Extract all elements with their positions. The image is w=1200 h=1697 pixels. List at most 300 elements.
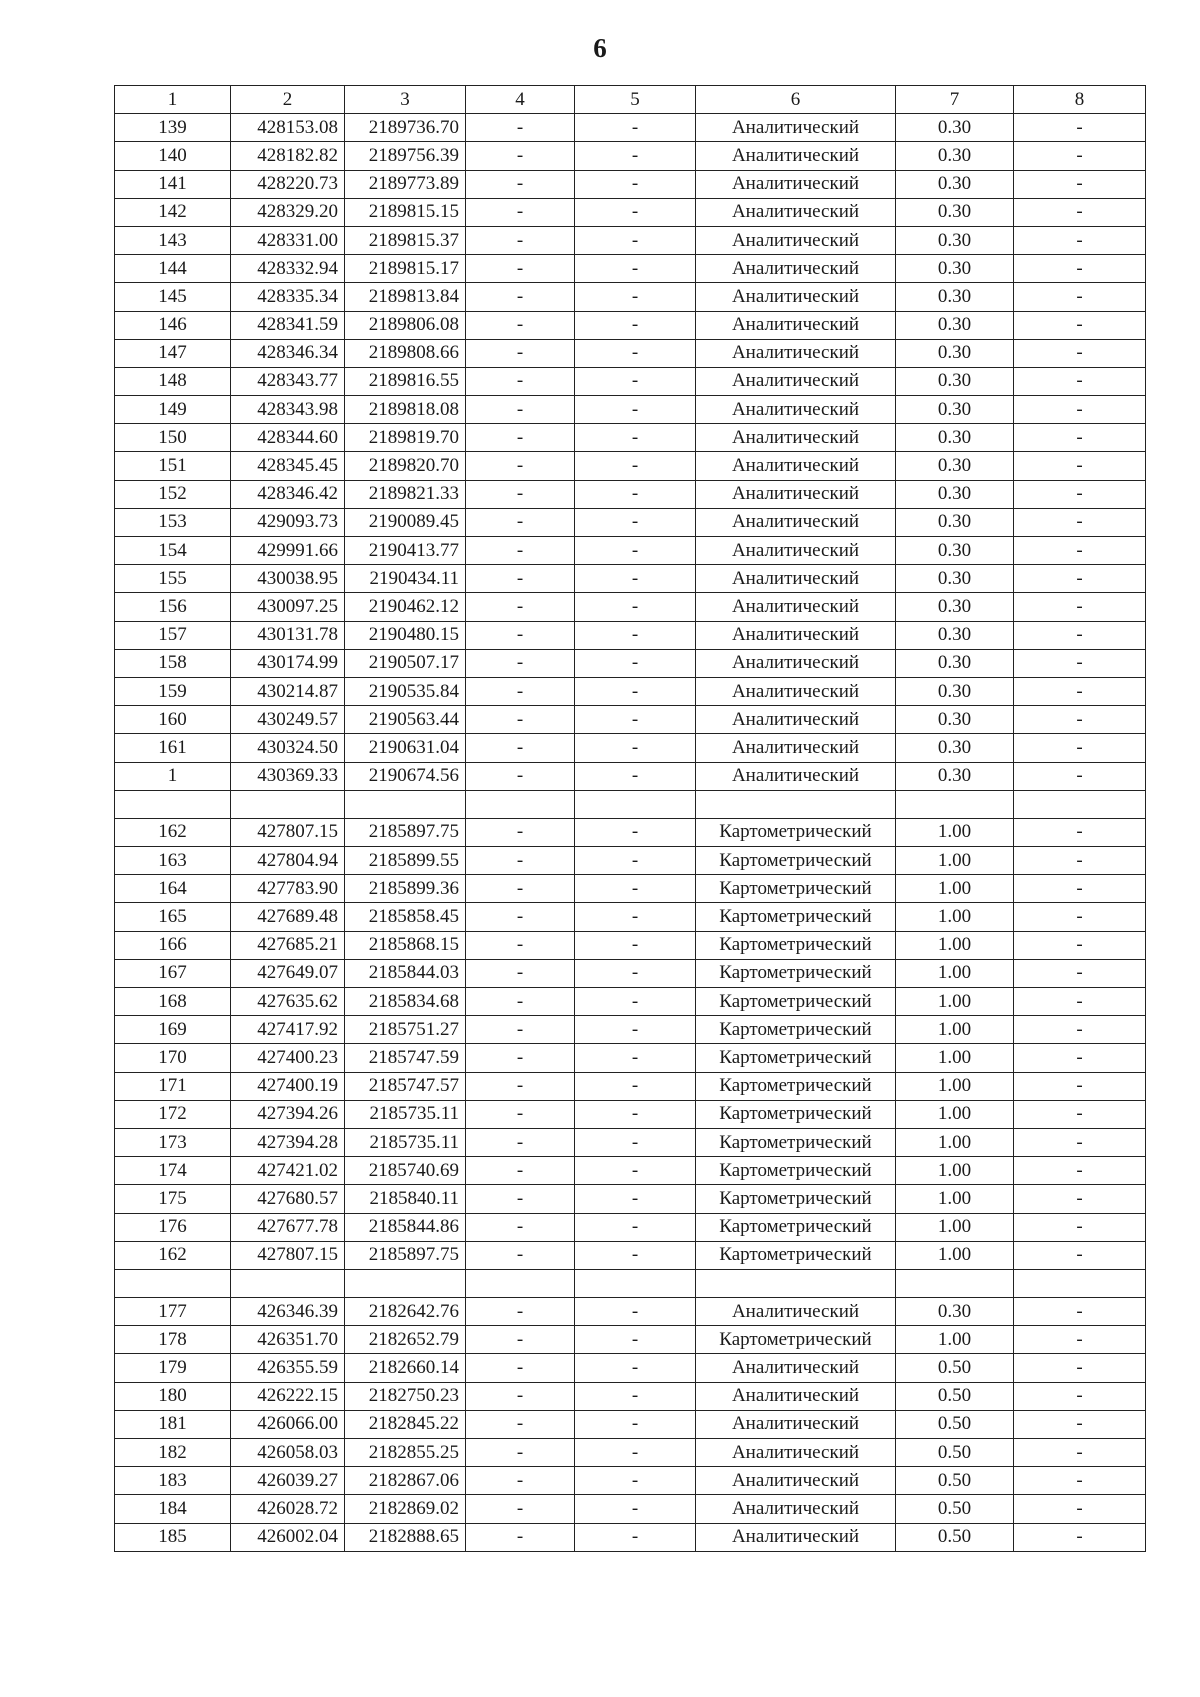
table-row — [115, 988, 1146, 1016]
col-8-value-cell: - — [1014, 1410, 1146, 1438]
col-8-value-cell: - — [1014, 565, 1146, 593]
col-4-value-cell: - — [466, 1410, 575, 1438]
col-5-value-cell: - — [575, 311, 696, 339]
table-row — [115, 677, 1146, 705]
accuracy-cell: 0.30 — [896, 198, 1014, 226]
col-4-value-cell: - — [466, 1016, 575, 1044]
point-number-cell: 140 — [115, 142, 231, 170]
col-5-value-cell: - — [575, 283, 696, 311]
col-4-value-cell: - — [466, 114, 575, 142]
method-cell: Аналитический — [696, 339, 896, 367]
column-header: 6 — [696, 86, 896, 114]
col-5-value-cell: - — [575, 706, 696, 734]
point-number-cell: 147 — [115, 339, 231, 367]
accuracy-cell: 1.00 — [896, 1157, 1014, 1185]
y-coordinate-cell: 2185858.45 — [345, 903, 466, 931]
method-cell: Картометрический — [696, 988, 896, 1016]
y-coordinate-cell: 2185899.55 — [345, 847, 466, 875]
x-coordinate-cell: 427394.28 — [231, 1128, 345, 1156]
y-coordinate-cell: 2190631.04 — [345, 734, 466, 762]
table-row — [115, 1410, 1146, 1438]
x-coordinate-cell: 428335.34 — [231, 283, 345, 311]
y-coordinate-cell: 2189815.15 — [345, 198, 466, 226]
col-5-value-cell: - — [575, 875, 696, 903]
point-number-cell — [115, 790, 231, 818]
y-coordinate-cell: 2185897.75 — [345, 1241, 466, 1269]
col-5-value-cell: - — [575, 1241, 696, 1269]
table-row — [115, 311, 1146, 339]
method-cell: Картометрический — [696, 1016, 896, 1044]
col-5-value-cell: - — [575, 1100, 696, 1128]
y-coordinate-cell: 2185751.27 — [345, 1016, 466, 1044]
col-4-value-cell: - — [466, 198, 575, 226]
method-cell: Картометрический — [696, 1213, 896, 1241]
y-coordinate-cell: 2185747.57 — [345, 1072, 466, 1100]
col-5-value-cell: - — [575, 1354, 696, 1382]
col-5-value-cell: - — [575, 1298, 696, 1326]
x-coordinate-cell: 428153.08 — [231, 114, 345, 142]
col-8-value-cell: - — [1014, 1241, 1146, 1269]
col-4-value-cell: - — [466, 847, 575, 875]
col-4-value-cell: - — [466, 875, 575, 903]
table-row — [115, 1467, 1146, 1495]
accuracy-cell: 1.00 — [896, 959, 1014, 987]
y-coordinate-cell: 2185868.15 — [345, 931, 466, 959]
y-coordinate-cell: 2190089.45 — [345, 508, 466, 536]
y-coordinate-cell: 2189736.70 — [345, 114, 466, 142]
x-coordinate-cell: 427394.26 — [231, 1100, 345, 1128]
point-number-cell: 172 — [115, 1100, 231, 1128]
method-cell: Картометрический — [696, 931, 896, 959]
col-4-value-cell: - — [466, 565, 575, 593]
table-row — [115, 762, 1146, 790]
accuracy-cell: 0.30 — [896, 311, 1014, 339]
x-coordinate-cell: 428331.00 — [231, 226, 345, 254]
col-5-value-cell: - — [575, 1439, 696, 1467]
method-cell: Аналитический — [696, 1298, 896, 1326]
coordinates-table — [114, 85, 1146, 1552]
col-4-value-cell: - — [466, 537, 575, 565]
point-number-cell: 145 — [115, 283, 231, 311]
table-row — [115, 1326, 1146, 1354]
accuracy-cell: 0.30 — [896, 114, 1014, 142]
x-coordinate-cell: 430369.33 — [231, 762, 345, 790]
col-8-value-cell: - — [1014, 818, 1146, 846]
method-cell: Картометрический — [696, 875, 896, 903]
point-number-cell: 180 — [115, 1382, 231, 1410]
col-4-value-cell: - — [466, 226, 575, 254]
x-coordinate-cell: 429093.73 — [231, 508, 345, 536]
col-8-value-cell — [1014, 1269, 1146, 1297]
y-coordinate-cell: 2189815.37 — [345, 226, 466, 254]
col-8-value-cell: - — [1014, 903, 1146, 931]
table-row — [115, 226, 1146, 254]
col-8-value-cell: - — [1014, 1354, 1146, 1382]
y-coordinate-cell: 2182660.14 — [345, 1354, 466, 1382]
col-8-value-cell: - — [1014, 142, 1146, 170]
table-row — [115, 649, 1146, 677]
method-cell: Аналитический — [696, 424, 896, 452]
table-row — [115, 593, 1146, 621]
point-number-cell: 184 — [115, 1495, 231, 1523]
col-4-value-cell — [466, 790, 575, 818]
y-coordinate-cell: 2185844.86 — [345, 1213, 466, 1241]
col-8-value-cell: - — [1014, 1100, 1146, 1128]
table-row — [115, 959, 1146, 987]
x-coordinate-cell: 427680.57 — [231, 1185, 345, 1213]
col-4-value-cell: - — [466, 1072, 575, 1100]
table-row — [115, 283, 1146, 311]
x-coordinate-cell: 427689.48 — [231, 903, 345, 931]
col-5-value-cell: - — [575, 1382, 696, 1410]
col-4-value-cell: - — [466, 1298, 575, 1326]
table-row — [115, 396, 1146, 424]
point-number-cell: 1 — [115, 762, 231, 790]
point-number-cell: 159 — [115, 677, 231, 705]
col-5-value-cell: - — [575, 1213, 696, 1241]
y-coordinate-cell: 2189820.70 — [345, 452, 466, 480]
col-5-value-cell: - — [575, 593, 696, 621]
table-row — [115, 339, 1146, 367]
accuracy-cell: 0.30 — [896, 621, 1014, 649]
y-coordinate-cell: 2185834.68 — [345, 988, 466, 1016]
table-row — [115, 480, 1146, 508]
method-cell: Картометрический — [696, 1044, 896, 1072]
col-4-value-cell: - — [466, 931, 575, 959]
point-number-cell: 176 — [115, 1213, 231, 1241]
table-row — [115, 1044, 1146, 1072]
accuracy-cell: 0.50 — [896, 1382, 1014, 1410]
x-coordinate-cell: 428329.20 — [231, 198, 345, 226]
accuracy-cell: 1.00 — [896, 818, 1014, 846]
col-5-value-cell: - — [575, 1495, 696, 1523]
col-8-value-cell: - — [1014, 1439, 1146, 1467]
col-5-value-cell: - — [575, 114, 696, 142]
col-4-value-cell: - — [466, 649, 575, 677]
y-coordinate-cell: 2182867.06 — [345, 1467, 466, 1495]
y-coordinate-cell: 2189773.89 — [345, 170, 466, 198]
x-coordinate-cell: 428220.73 — [231, 170, 345, 198]
table-row — [115, 847, 1146, 875]
table-row — [115, 1269, 1146, 1297]
method-cell: Картометрический — [696, 1157, 896, 1185]
method-cell: Картометрический — [696, 1185, 896, 1213]
method-cell: Аналитический — [696, 593, 896, 621]
col-5-value-cell: - — [575, 818, 696, 846]
accuracy-cell: 0.30 — [896, 396, 1014, 424]
point-number-cell: 152 — [115, 480, 231, 508]
accuracy-cell: 1.00 — [896, 1213, 1014, 1241]
col-4-value-cell: - — [466, 1044, 575, 1072]
col-4-value-cell: - — [466, 1382, 575, 1410]
method-cell: Аналитический — [696, 508, 896, 536]
y-coordinate-cell: 2182855.25 — [345, 1439, 466, 1467]
col-4-value-cell: - — [466, 339, 575, 367]
y-coordinate-cell: 2189808.66 — [345, 339, 466, 367]
col-8-value-cell: - — [1014, 1072, 1146, 1100]
method-cell: Аналитический — [696, 396, 896, 424]
column-header: 3 — [345, 86, 466, 114]
col-5-value-cell: - — [575, 1072, 696, 1100]
column-header: 7 — [896, 86, 1014, 114]
accuracy-cell: 1.00 — [896, 1016, 1014, 1044]
col-5-value-cell: - — [575, 931, 696, 959]
col-5-value-cell: - — [575, 1044, 696, 1072]
col-4-value-cell: - — [466, 508, 575, 536]
accuracy-cell: 0.30 — [896, 226, 1014, 254]
x-coordinate-cell: 426039.27 — [231, 1467, 345, 1495]
x-coordinate-cell: 426028.72 — [231, 1495, 345, 1523]
col-5-value-cell: - — [575, 1185, 696, 1213]
y-coordinate-cell: 2185897.75 — [345, 818, 466, 846]
table-row — [115, 818, 1146, 846]
point-number-cell: 162 — [115, 818, 231, 846]
col-4-value-cell: - — [466, 903, 575, 931]
method-cell: Аналитический — [696, 1467, 896, 1495]
table-row — [115, 367, 1146, 395]
point-number-cell: 167 — [115, 959, 231, 987]
point-number-cell: 157 — [115, 621, 231, 649]
method-cell: Аналитический — [696, 649, 896, 677]
col-5-value-cell: - — [575, 170, 696, 198]
col-5-value-cell: - — [575, 255, 696, 283]
col-5-value-cell: - — [575, 508, 696, 536]
x-coordinate-cell: 429991.66 — [231, 537, 345, 565]
col-4-value-cell: - — [466, 621, 575, 649]
x-coordinate-cell: 428345.45 — [231, 452, 345, 480]
y-coordinate-cell: 2182888.65 — [345, 1523, 466, 1551]
table-row — [115, 255, 1146, 283]
method-cell: Картометрический — [696, 1072, 896, 1100]
x-coordinate-cell: 430214.87 — [231, 677, 345, 705]
accuracy-cell: 0.30 — [896, 480, 1014, 508]
y-coordinate-cell: 2185740.69 — [345, 1157, 466, 1185]
col-8-value-cell: - — [1014, 452, 1146, 480]
col-4-value-cell: - — [466, 452, 575, 480]
y-coordinate-cell: 2190535.84 — [345, 677, 466, 705]
point-number-cell: 158 — [115, 649, 231, 677]
col-8-value-cell: - — [1014, 1326, 1146, 1354]
col-8-value-cell: - — [1014, 396, 1146, 424]
col-5-value-cell: - — [575, 677, 696, 705]
method-cell: Аналитический — [696, 283, 896, 311]
accuracy-cell: 0.50 — [896, 1495, 1014, 1523]
table-row — [115, 1495, 1146, 1523]
method-cell: Аналитический — [696, 452, 896, 480]
x-coordinate-cell: 427400.19 — [231, 1072, 345, 1100]
method-cell: Аналитический — [696, 1410, 896, 1438]
header-row — [115, 86, 1146, 114]
method-cell: Аналитический — [696, 170, 896, 198]
x-coordinate-cell: 430131.78 — [231, 621, 345, 649]
accuracy-cell: 1.00 — [896, 1072, 1014, 1100]
col-8-value-cell: - — [1014, 677, 1146, 705]
col-4-value-cell: - — [466, 1439, 575, 1467]
point-number-cell: 182 — [115, 1439, 231, 1467]
x-coordinate-cell: 428332.94 — [231, 255, 345, 283]
point-number-cell: 143 — [115, 226, 231, 254]
col-8-value-cell — [1014, 790, 1146, 818]
y-coordinate-cell: 2189815.17 — [345, 255, 466, 283]
x-coordinate-cell: 428346.42 — [231, 480, 345, 508]
y-coordinate-cell: 2190434.11 — [345, 565, 466, 593]
accuracy-cell: 1.00 — [896, 1044, 1014, 1072]
point-number-cell: 163 — [115, 847, 231, 875]
col-5-value-cell: - — [575, 903, 696, 931]
table-row — [115, 424, 1146, 452]
method-cell — [696, 790, 896, 818]
col-4-value-cell: - — [466, 988, 575, 1016]
accuracy-cell: 0.30 — [896, 452, 1014, 480]
column-header: 5 — [575, 86, 696, 114]
col-5-value-cell: - — [575, 142, 696, 170]
col-5-value-cell: - — [575, 988, 696, 1016]
y-coordinate-cell: 2189819.70 — [345, 424, 466, 452]
col-4-value-cell: - — [466, 367, 575, 395]
y-coordinate-cell: 2190563.44 — [345, 706, 466, 734]
y-coordinate-cell: 2185735.11 — [345, 1100, 466, 1128]
point-number-cell: 161 — [115, 734, 231, 762]
point-number-cell: 149 — [115, 396, 231, 424]
col-8-value-cell: - — [1014, 1185, 1146, 1213]
point-number-cell: 185 — [115, 1523, 231, 1551]
method-cell: Аналитический — [696, 1523, 896, 1551]
x-coordinate-cell: 426066.00 — [231, 1410, 345, 1438]
accuracy-cell: 1.00 — [896, 1241, 1014, 1269]
table-row — [115, 1241, 1146, 1269]
table-row — [115, 114, 1146, 142]
col-8-value-cell: - — [1014, 226, 1146, 254]
y-coordinate-cell: 2182845.22 — [345, 1410, 466, 1438]
y-coordinate-cell: 2182642.76 — [345, 1298, 466, 1326]
accuracy-cell: 1.00 — [896, 903, 1014, 931]
point-number-cell: 166 — [115, 931, 231, 959]
method-cell: Картометрический — [696, 818, 896, 846]
method-cell: Картометрический — [696, 903, 896, 931]
y-coordinate-cell: 2185899.36 — [345, 875, 466, 903]
col-8-value-cell: - — [1014, 1382, 1146, 1410]
col-4-value-cell: - — [466, 1157, 575, 1185]
x-coordinate-cell: 428346.34 — [231, 339, 345, 367]
col-5-value-cell: - — [575, 367, 696, 395]
x-coordinate-cell: 428344.60 — [231, 424, 345, 452]
table-row — [115, 1100, 1146, 1128]
col-8-value-cell: - — [1014, 959, 1146, 987]
table-row — [115, 1157, 1146, 1185]
method-cell: Аналитический — [696, 677, 896, 705]
col-4-value-cell: - — [466, 1213, 575, 1241]
col-8-value-cell: - — [1014, 1128, 1146, 1156]
y-coordinate-cell: 2185840.11 — [345, 1185, 466, 1213]
method-cell: Аналитический — [696, 621, 896, 649]
col-4-value-cell: - — [466, 762, 575, 790]
col-8-value-cell: - — [1014, 311, 1146, 339]
accuracy-cell: 0.50 — [896, 1354, 1014, 1382]
accuracy-cell: 1.00 — [896, 1128, 1014, 1156]
accuracy-cell: 0.30 — [896, 762, 1014, 790]
col-8-value-cell: - — [1014, 508, 1146, 536]
point-number-cell: 169 — [115, 1016, 231, 1044]
col-8-value-cell: - — [1014, 621, 1146, 649]
accuracy-cell: 0.30 — [896, 170, 1014, 198]
x-coordinate-cell: 428341.59 — [231, 311, 345, 339]
col-4-value-cell: - — [466, 255, 575, 283]
point-number-cell: 164 — [115, 875, 231, 903]
col-5-value-cell: - — [575, 1128, 696, 1156]
col-8-value-cell: - — [1014, 198, 1146, 226]
col-5-value-cell: - — [575, 734, 696, 762]
y-coordinate-cell: 2182652.79 — [345, 1326, 466, 1354]
accuracy-cell: 0.30 — [896, 283, 1014, 311]
y-coordinate-cell — [345, 790, 466, 818]
method-cell: Аналитический — [696, 226, 896, 254]
col-5-value-cell: - — [575, 621, 696, 649]
col-8-value-cell: - — [1014, 1213, 1146, 1241]
x-coordinate-cell: 426222.15 — [231, 1382, 345, 1410]
point-number-cell: 177 — [115, 1298, 231, 1326]
col-4-value-cell: - — [466, 283, 575, 311]
col-5-value-cell: - — [575, 537, 696, 565]
y-coordinate-cell: 2190413.77 — [345, 537, 466, 565]
col-8-value-cell: - — [1014, 170, 1146, 198]
accuracy-cell: 0.50 — [896, 1467, 1014, 1495]
col-8-value-cell: - — [1014, 762, 1146, 790]
method-cell: Аналитический — [696, 762, 896, 790]
col-8-value-cell: - — [1014, 1523, 1146, 1551]
table-row — [115, 1016, 1146, 1044]
col-8-value-cell: - — [1014, 649, 1146, 677]
col-8-value-cell: - — [1014, 255, 1146, 283]
x-coordinate-cell: 427400.23 — [231, 1044, 345, 1072]
point-number-cell — [115, 1269, 231, 1297]
table-row — [115, 1382, 1146, 1410]
col-4-value-cell: - — [466, 959, 575, 987]
col-5-value-cell: - — [575, 1523, 696, 1551]
col-5-value-cell: - — [575, 424, 696, 452]
col-5-value-cell: - — [575, 1326, 696, 1354]
table-row — [115, 170, 1146, 198]
x-coordinate-cell: 426346.39 — [231, 1298, 345, 1326]
column-header: 2 — [231, 86, 345, 114]
accuracy-cell: 1.00 — [896, 1185, 1014, 1213]
point-number-cell: 174 — [115, 1157, 231, 1185]
method-cell: Картометрический — [696, 1241, 896, 1269]
y-coordinate-cell: 2189813.84 — [345, 283, 466, 311]
method-cell: Картометрический — [696, 847, 896, 875]
method-cell: Аналитический — [696, 255, 896, 283]
col-4-value-cell: - — [466, 170, 575, 198]
col-5-value-cell: - — [575, 226, 696, 254]
x-coordinate-cell: 426355.59 — [231, 1354, 345, 1382]
col-4-value-cell: - — [466, 1326, 575, 1354]
x-coordinate-cell — [231, 790, 345, 818]
accuracy-cell: 1.00 — [896, 847, 1014, 875]
accuracy-cell: 0.30 — [896, 565, 1014, 593]
point-number-cell: 154 — [115, 537, 231, 565]
accuracy-cell: 0.50 — [896, 1410, 1014, 1438]
x-coordinate-cell: 427421.02 — [231, 1157, 345, 1185]
method-cell: Аналитический — [696, 114, 896, 142]
column-header: 8 — [1014, 86, 1146, 114]
accuracy-cell: 0.30 — [896, 367, 1014, 395]
x-coordinate-cell: 427649.07 — [231, 959, 345, 987]
col-4-value-cell: - — [466, 677, 575, 705]
accuracy-cell: 0.30 — [896, 734, 1014, 762]
accuracy-cell: 0.30 — [896, 339, 1014, 367]
x-coordinate-cell: 430249.57 — [231, 706, 345, 734]
col-8-value-cell: - — [1014, 931, 1146, 959]
col-8-value-cell: - — [1014, 875, 1146, 903]
